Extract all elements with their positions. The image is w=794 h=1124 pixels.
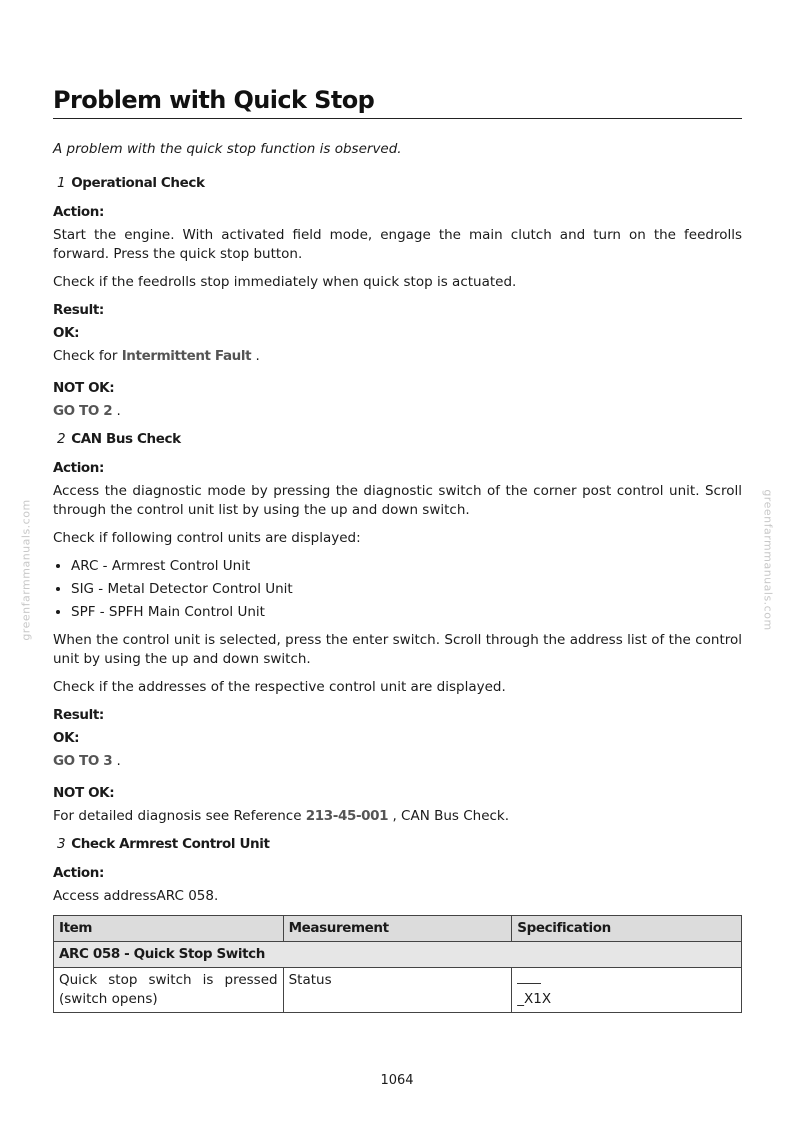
step-3-heading <box>53 835 742 854</box>
step-3-action-text: Access addressARC 058. <box>53 888 219 904</box>
step-1-title: Operational Check <box>71 175 205 191</box>
table-header-row <box>54 916 742 942</box>
step-1-ok-text <box>53 347 742 366</box>
step-2-notok-suffix: , CAN Bus Check. <box>388 808 510 824</box>
spec-line-mark <box>517 971 541 984</box>
step-2-ok-text <box>53 752 742 771</box>
goto-3-link[interactable]: GO TO 3 <box>53 753 113 769</box>
table-group-title: ARC 058 - Quick Stop Switch <box>54 942 742 968</box>
step-1-number: 1 <box>57 175 66 191</box>
page-number: 1064 <box>380 1073 414 1088</box>
step-1-action-text: Start the engine. With activated field mode, engage the main clutch and turn on the feedrolls forward. Press the quick stop button. <box>53 227 742 262</box>
step-2-notok-prefix: For detailed diagnosis see Reference <box>53 808 306 824</box>
table-row <box>54 968 742 1013</box>
content-flow <box>53 140 742 1013</box>
list-item: • SIG - Metal Detector Control Unit <box>71 580 742 599</box>
header-measurement: Measurement <box>283 916 512 942</box>
step-2-title: CAN Bus Check <box>71 431 181 447</box>
intermittent-fault-link[interactable]: Intermittent Fault <box>121 348 252 364</box>
step-1-notok-text <box>53 402 742 421</box>
step-2-heading <box>53 430 742 449</box>
cell-item: Quick stop switch is pressed (switch opens) <box>54 968 284 1013</box>
step-1-notok-suffix: . <box>112 403 121 419</box>
table-group-row <box>54 942 742 968</box>
step-2-action-label: Action: <box>53 460 105 476</box>
step-2-notok-text <box>53 807 742 826</box>
step-2-result-label: Result: <box>53 707 104 723</box>
step-1-ok-label: OK: <box>53 325 80 341</box>
step-1-ok-suffix: . <box>251 348 260 364</box>
step-1-notok-label: NOT OK: <box>53 380 115 396</box>
measurement-table <box>53 915 742 1013</box>
page-title: Problem with Quick Stop <box>53 86 742 119</box>
step-1-result-label: Result: <box>53 302 104 318</box>
step-2-select-text: When the control unit is selected, press the enter switch. Scroll through the address list of the control unit by using the up and down switch. <box>53 632 742 667</box>
step-3-action-label: Action: <box>53 865 105 881</box>
step-2-ok-suffix: . <box>112 753 121 769</box>
step-2-ok-label: OK: <box>53 730 80 746</box>
step-2-number: 2 <box>57 431 66 447</box>
reference-213-45-001-link[interactable]: 213-45-001 <box>305 808 389 824</box>
cell-specification <box>512 968 742 1013</box>
step-1-ok-prefix: Check for <box>53 348 122 364</box>
header-specification: Specification <box>512 916 742 942</box>
step-1-check-text: Check if the feedrolls stop immediately when quick stop is actuated. <box>53 274 517 290</box>
cell-measurement: Status <box>283 968 512 1013</box>
watermark-right: greenfarmmanuals.com <box>761 489 775 631</box>
control-unit-list <box>53 557 742 622</box>
header-item: Item <box>54 916 284 942</box>
step-3-title: Check Armrest Control Unit <box>71 836 270 852</box>
step-2-check-text: Check if following control units are displayed: <box>53 530 361 546</box>
step-3-number: 3 <box>57 836 66 852</box>
cell-specification-value: _X1X <box>517 991 552 1007</box>
step-2-action-text: Access the diagnostic mode by pressing the diagnostic switch of the corner post control unit. Scroll through the control unit list by using the up and down switch. <box>53 483 742 518</box>
step-2-address-text: Check if the addresses of the respective control unit are displayed. <box>53 679 506 695</box>
list-item: • ARC - Armrest Control Unit <box>71 557 742 576</box>
step-1-action-label: Action: <box>53 204 105 220</box>
intro-text: A problem with the quick stop function is observed. <box>53 141 402 157</box>
goto-2-link[interactable]: GO TO 2 <box>53 403 113 419</box>
list-item: • SPF - SPFH Main Control Unit <box>71 603 742 622</box>
watermark-left: greenfarmmanuals.com <box>19 499 33 641</box>
step-2-notok-label: NOT OK: <box>53 785 115 801</box>
step-1-heading <box>53 174 742 193</box>
